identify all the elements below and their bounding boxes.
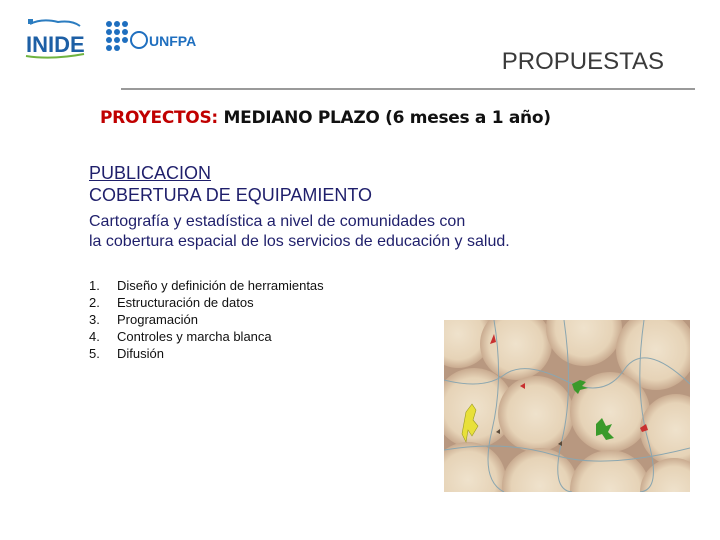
step-number: 3. <box>89 312 100 327</box>
step-text: Estructuración de datos <box>117 295 254 310</box>
inide-logo-text: INIDE <box>26 32 85 57</box>
page-title: PROPUESTAS <box>501 48 664 75</box>
title-divider <box>121 88 695 90</box>
publication-subheading: COBERTURA DE EQUIPAMIENTO <box>89 185 373 205</box>
list-item <box>89 345 324 362</box>
list-item <box>89 328 324 345</box>
project-term: MEDIANO PLAZO (6 meses a 1 año) <box>223 108 551 128</box>
project-subtitle <box>100 108 551 128</box>
unfpa-logo <box>103 16 197 62</box>
publication-heading <box>89 162 372 206</box>
step-text: Programación <box>117 312 198 327</box>
step-text: Controles y marcha blanca <box>117 329 272 344</box>
coverage-map-image <box>444 320 690 492</box>
project-label: PROYECTOS: <box>100 108 218 128</box>
inide-logo <box>22 16 88 62</box>
list-item <box>89 277 324 294</box>
list-item <box>89 311 324 328</box>
step-number: 1. <box>89 278 100 293</box>
step-text: Diseño y definición de herramientas <box>117 278 324 293</box>
steps-list <box>89 277 324 362</box>
publication-description <box>89 212 609 252</box>
step-number: 5. <box>89 346 100 361</box>
step-number: 2. <box>89 295 100 310</box>
list-item <box>89 294 324 311</box>
description-line-1: Cartografía y estadística a nivel de comunidades con <box>89 213 466 230</box>
step-number: 4. <box>89 329 100 344</box>
unfpa-logo-text: UNFPA <box>149 33 197 49</box>
description-line-2: la cobertura espacial de los servicios de educación y salud. <box>89 233 510 250</box>
step-text: Difusión <box>117 346 164 361</box>
publication-link[interactable]: PUBLICACION <box>89 163 212 183</box>
